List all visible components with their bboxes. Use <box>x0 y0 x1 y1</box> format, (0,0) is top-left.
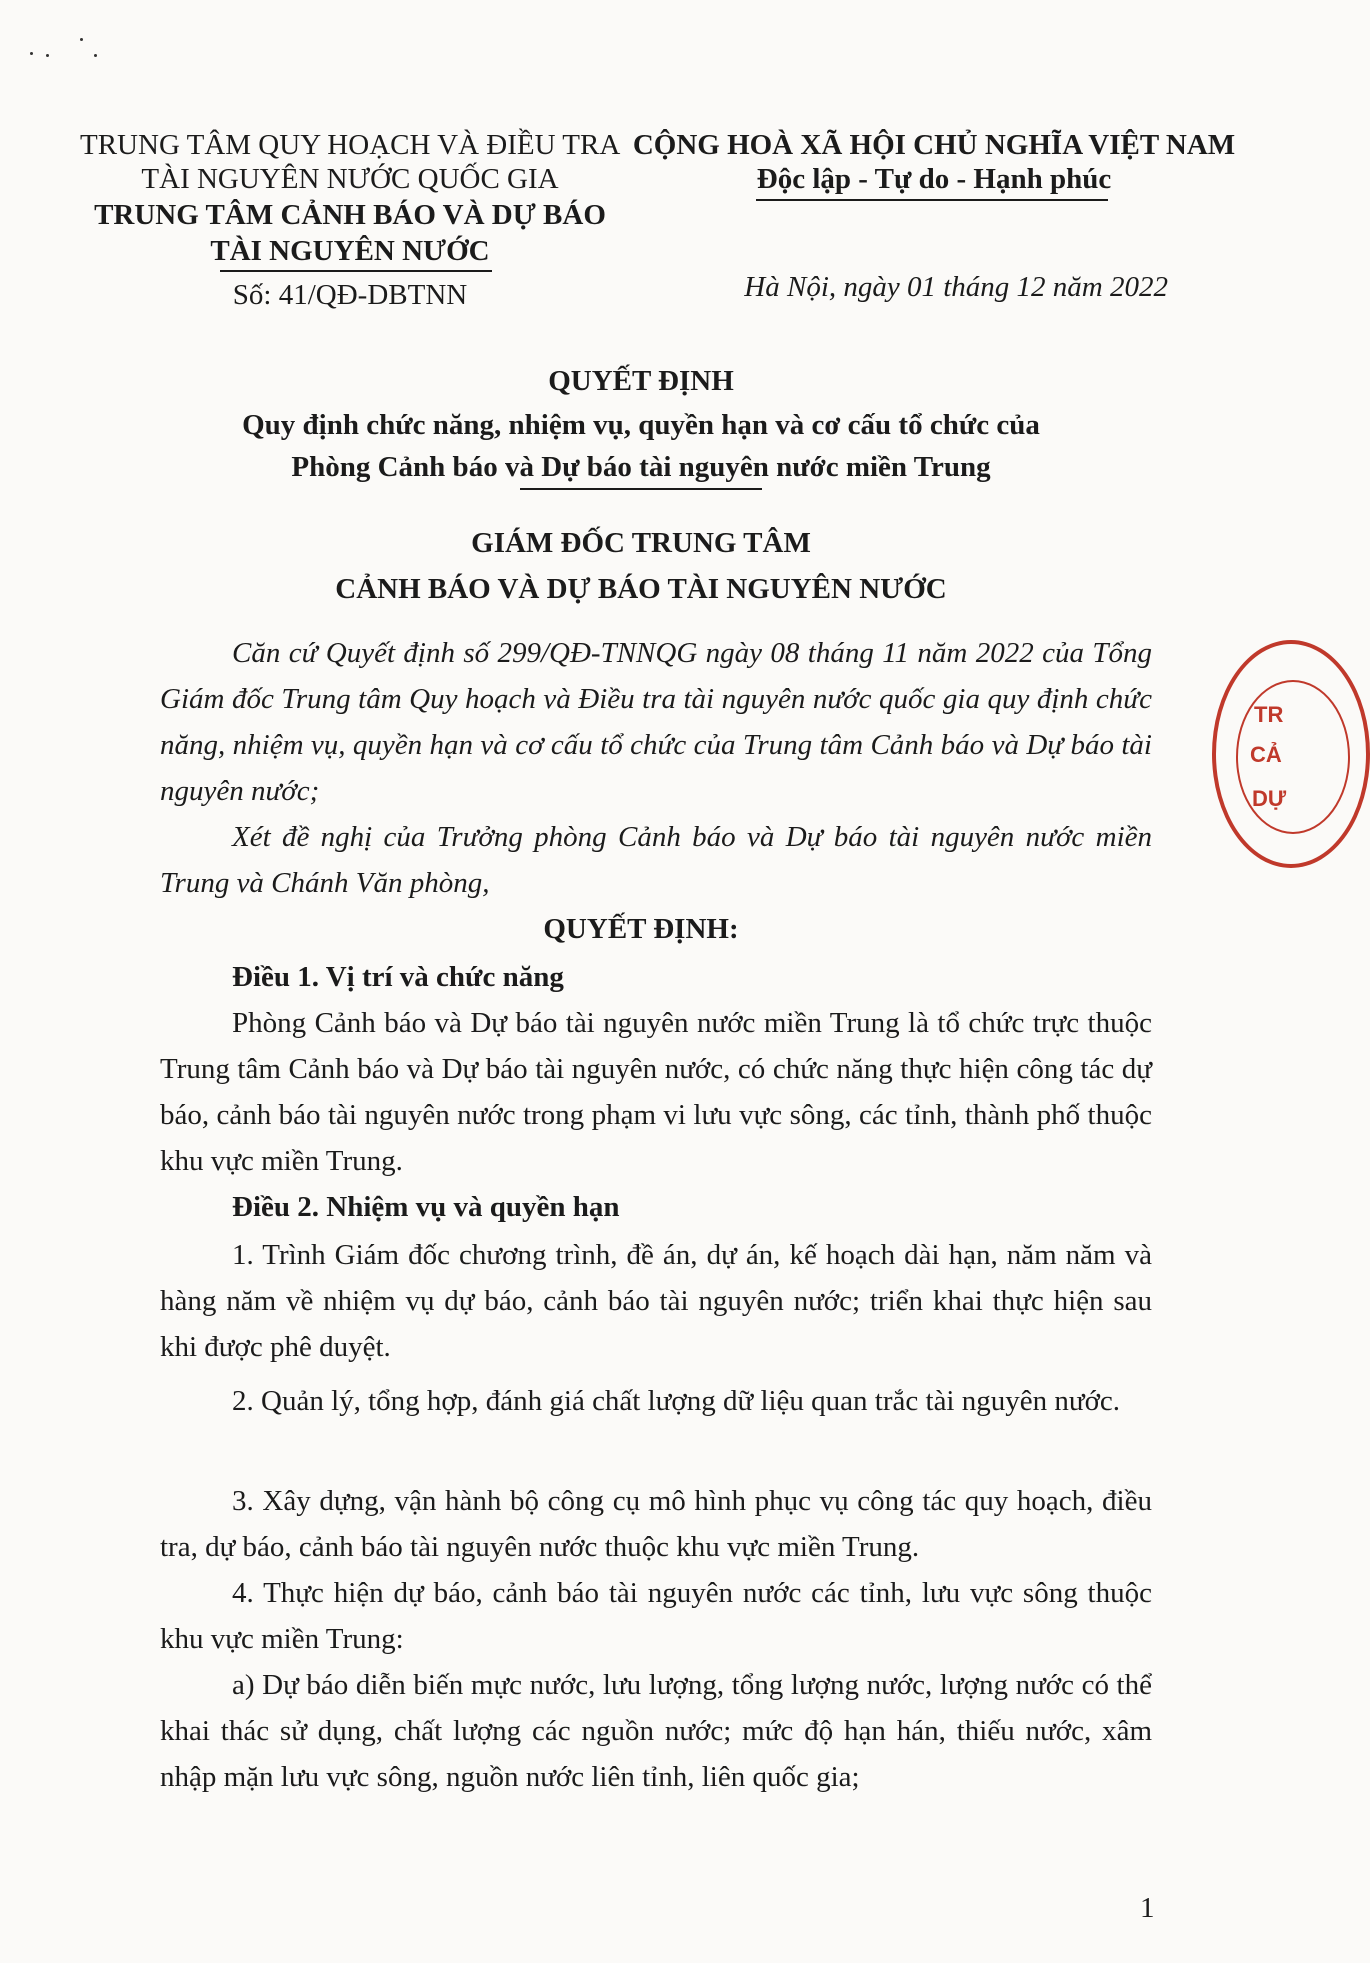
nation-title: CỘNG HOÀ XÃ HỘI CHỦ NGHĨA VIỆT NAM <box>632 129 1236 161</box>
seal-text-2: CẢ <box>1250 742 1282 767</box>
seal-text-1: TR <box>1254 702 1284 727</box>
motto-underline <box>756 199 1108 201</box>
decision-subject-line-2: Phòng Cảnh báo và Dự báo tài nguyên nước miền Trung <box>291 451 991 483</box>
decision-subject-line-1: Quy định chức năng, nhiệm vụ, quyền hạn và cơ cấu tổ chức của <box>242 409 1040 441</box>
authority-line-2: CẢNH BÁO VÀ DỰ BÁO TÀI NGUYÊN NƯỚC <box>335 573 947 605</box>
seal-text-3: DỰ <box>1252 786 1287 811</box>
decision-title: QUYẾT ĐỊNH <box>548 365 734 397</box>
org-line-1: TRUNG TÂM QUY HOẠCH VÀ ĐIỀU TRA <box>80 129 621 161</box>
document-number: Số: 41/QĐ-DBTNN <box>232 279 468 311</box>
org-line-2: TÀI NGUYÊN NƯỚC QUỐC GIA <box>141 163 559 195</box>
subject-underline <box>520 488 762 490</box>
article-1-text: Phòng Cảnh báo và Dự báo tài nguyên nước miền Trung là tổ chức trực thuộc Trung tâm Cảnh báo và Dự báo tài nguyên nước, có chức năng thực hiện công tác dự báo, cảnh báo tài nguyên nước trong phạm vi lưu vực sông, các tỉnh, thành phố thuộc khu vực miền Trung. <box>160 1007 1152 1177</box>
authority-line-1: GIÁM ĐỐC TRUNG TÂM <box>471 527 811 559</box>
page-number: 1 <box>1140 1892 1155 1924</box>
article-2-item-3: 3. Xây dựng, vận hành bộ công cụ mô hình phục vụ công tác quy hoạch, điều tra, dự báo, cảnh báo tài nguyên nước thuộc khu vực miền Trung. <box>160 1485 1152 1563</box>
article-2-item-4: 4. Thực hiện dự báo, cảnh báo tài nguyên nước các tỉnh, lưu vực sông thuộc khu vực miền Trung: <box>160 1577 1152 1655</box>
preamble-proposal: Xét đề nghị của Trưởng phòng Cảnh báo và Dự báo tài nguyên nước miền Trung và Chánh Văn phòng, <box>160 821 1152 899</box>
org-line-3: TRUNG TÂM CẢNH BÁO VÀ DỰ BÁO <box>94 199 606 231</box>
preamble-legal-basis: Căn cứ Quyết định số 299/QĐ-TNNQG ngày 08 tháng 11 năm 2022 của Tổng Giám đốc Trung tâm Quy hoạch và Điều tra tài nguyên nước quốc gia quy định chức năng, nhiệm vụ, quyền hạn và cơ cấu tổ chức của Trung tâm Cảnh báo và Dự báo tài nguyên nước; <box>160 637 1152 807</box>
article-2-heading: Điều 2. Nhiệm vụ và quyền hạn <box>232 1191 620 1223</box>
place-date: Hà Nội, ngày 01 tháng 12 năm 2022 <box>744 271 1168 303</box>
org-line-4: TÀI NGUYÊN NƯỚC <box>210 235 490 267</box>
decides-heading: QUYẾT ĐỊNH: <box>543 913 739 945</box>
article-2-item-2: 2. Quản lý, tổng hợp, đánh giá chất lượng dữ liệu quan trắc tài nguyên nước. <box>232 1385 1121 1417</box>
article-2-item-1: 1. Trình Giám đốc chương trình, đề án, dự án, kế hoạch dài hạn, năm năm và hàng năm về nhiệm vụ dự báo, cảnh báo tài nguyên nước; triển khai thực hiện sau khi được phê duyệt. <box>160 1239 1152 1363</box>
org-underline <box>220 270 492 272</box>
national-motto: Độc lập - Tự do - Hạnh phúc <box>756 163 1112 195</box>
article-2-item-4a: a) Dự báo diễn biến mực nước, lưu lượng, tổng lượng nước, lượng nước có thể khai thác sử dụng, chất lượng các nguồn nước; mức độ hạn hán, thiếu nước, xâm nhập mặn lưu vực sông, nguồn nước liên tỉnh, liên quốc gia; <box>160 1669 1152 1793</box>
article-1-heading: Điều 1. Vị trí và chức năng <box>232 961 564 993</box>
